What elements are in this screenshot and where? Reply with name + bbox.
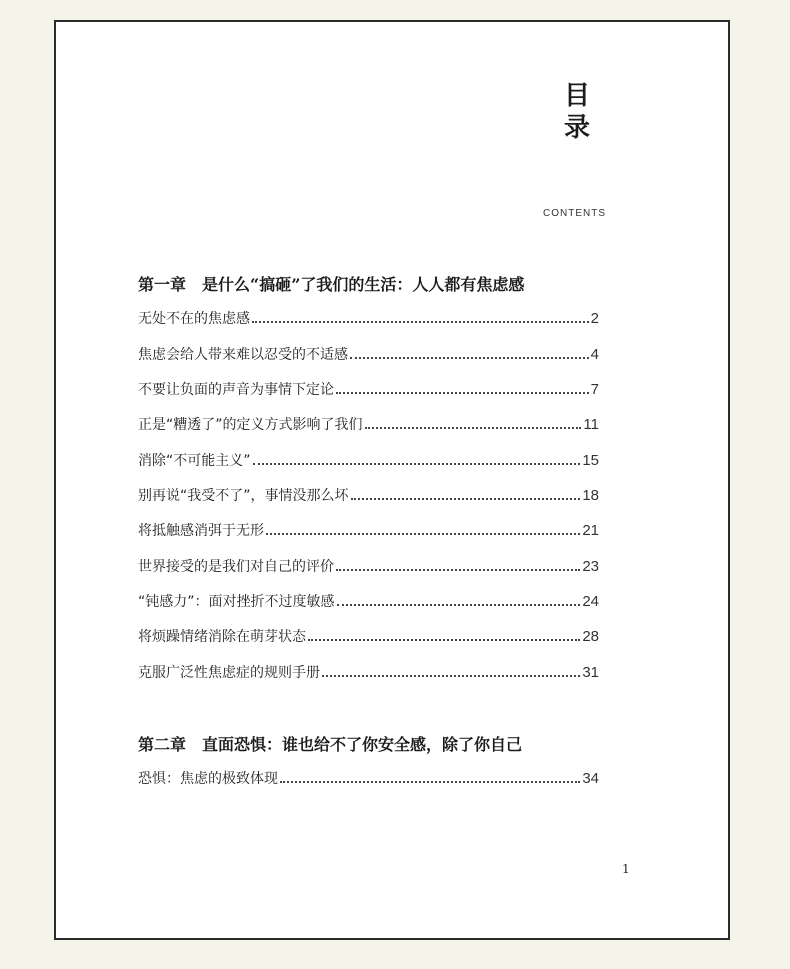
toc-entry[interactable] — [138, 662, 599, 682]
toc-entry[interactable] — [138, 485, 599, 505]
page-number: 1 — [622, 862, 630, 876]
toc-entry-page: 28 — [582, 628, 599, 645]
dot-leader — [337, 603, 581, 606]
toc-entry-page: 21 — [582, 522, 599, 539]
toc-entry-page: 23 — [582, 558, 599, 575]
toc-entry[interactable] — [138, 520, 599, 540]
dot-leader — [336, 391, 589, 394]
toc-entry-page: 31 — [582, 664, 599, 681]
toc-entry-page: 24 — [582, 593, 599, 610]
dot-leader — [336, 568, 580, 571]
toc-entry-title: 克服广泛性焦虑症的规则手册 — [138, 665, 320, 681]
chapter-heading-1: 第一章 是什么“搞砸”了我们的生活：人人都有焦虑感 — [138, 275, 525, 294]
toc-entry-title: 不要让负面的声音为事情下定论 — [138, 382, 334, 398]
toc-entry[interactable] — [138, 556, 599, 576]
toc-entry[interactable] — [138, 626, 599, 646]
toc-entry-title: 恐惧：焦虑的极致体现 — [138, 771, 278, 787]
toc-entry[interactable] — [138, 768, 599, 788]
toc-entry[interactable] — [138, 450, 599, 470]
toc-entry-title: 正是“糟透了”的定义方式影响了我们 — [138, 417, 363, 433]
toc-entry-page: 15 — [582, 452, 599, 469]
toc-entry-title: 无处不在的焦虑感 — [138, 311, 250, 327]
toc-entry-page: 2 — [590, 310, 599, 327]
toc-entry[interactable] — [138, 414, 599, 434]
dot-leader — [266, 532, 580, 535]
toc-entry-title: 世界接受的是我们对自己的评价 — [138, 559, 334, 575]
toc-entry[interactable] — [138, 308, 599, 328]
dot-leader — [252, 320, 589, 323]
toc-entry[interactable] — [138, 591, 599, 611]
toc-entry-page: 11 — [583, 416, 599, 433]
title-char-1: 目 — [563, 81, 590, 111]
dot-leader — [350, 356, 589, 359]
chapter-heading-2: 第二章 直面恐惧：谁也给不了你安全感，除了你自己 — [138, 735, 523, 754]
toc-entry-title: “钝感力”：面对挫折不过度敏感 — [138, 594, 335, 610]
toc-entry-title: 焦虑会给人带来难以忍受的不适感 — [138, 347, 348, 363]
dot-leader — [253, 462, 581, 465]
toc-entry[interactable] — [138, 344, 599, 364]
toc-entry-page: 7 — [590, 381, 599, 398]
contents-label: CONTENTS — [543, 208, 606, 219]
dot-leader — [351, 497, 581, 500]
toc-entry-page: 4 — [590, 346, 599, 363]
toc-entry-page: 18 — [582, 487, 599, 504]
dot-leader — [365, 426, 582, 429]
toc-entry[interactable] — [138, 379, 599, 399]
title-char-2: 录 — [563, 113, 590, 143]
toc-entry-page: 34 — [582, 770, 599, 787]
book-page — [54, 20, 730, 940]
toc-entry-title: 将烦躁情绪消除在萌芽状态 — [138, 629, 306, 645]
dot-leader — [322, 674, 580, 677]
dot-leader — [280, 780, 580, 783]
page-title — [560, 80, 594, 144]
toc-entry-title: 将抵触感消弭于无形 — [138, 523, 264, 539]
dot-leader — [308, 638, 580, 641]
toc-entry-title: 消除“不可能主义” — [138, 453, 251, 469]
toc-entry-title: 别再说“我受不了”，事情没那么坏 — [138, 488, 349, 504]
